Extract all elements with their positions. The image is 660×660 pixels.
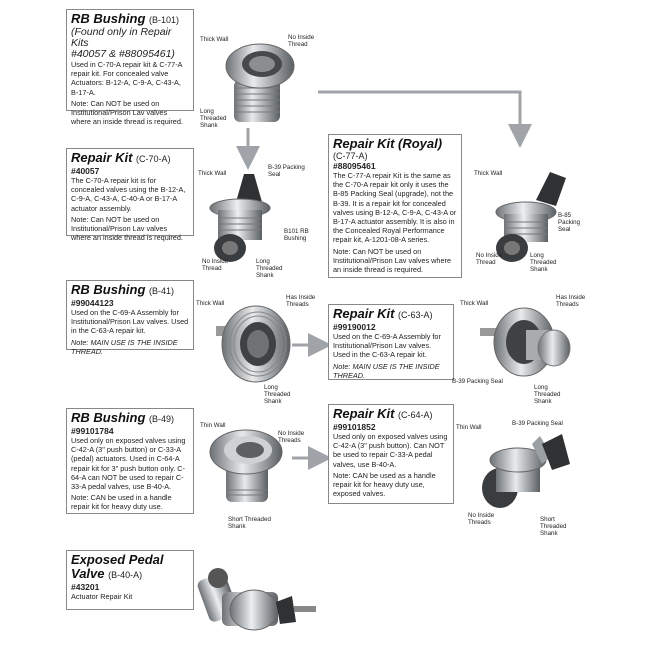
label-thick-wall: Thick Wall — [198, 170, 227, 177]
label-thin-wall: Thin Wall — [456, 424, 482, 431]
label-b39-packing-seal: B-39 Packing Seal — [268, 164, 305, 178]
part-number: #99101784 — [71, 426, 114, 436]
label-no-inside-thread: No Inside Thread — [288, 34, 315, 48]
b41-bushing-image — [212, 300, 294, 388]
arrow-b101-to-c77 — [318, 92, 520, 136]
label-b39-packing-seal: B-39 Packing Seal — [512, 420, 563, 427]
note: Note: CAN be used in a handle repair kit for heavy duty use. — [71, 493, 172, 512]
b40-pedal-valve-image — [196, 556, 324, 646]
section-c63 — [328, 304, 454, 380]
part-number: #40057 — [71, 166, 100, 176]
label-no-inside-thread: No Inside Thread — [202, 258, 229, 272]
label-thin-wall: Thin Wall — [200, 422, 226, 429]
note: Note: MAIN USE IS THE INSIDE THREAD. — [71, 337, 178, 356]
label-long-threaded-shank: Long Threaded Shank — [264, 384, 291, 405]
section-b49 — [66, 408, 194, 514]
note: Note: CAN be used as a handle repair kit for heavy duty use, exposed valves. — [333, 470, 436, 499]
label-b85-packing-seal: B-85 Packing Seal — [558, 212, 581, 233]
label-long-threaded-shank: Long Threaded Shank — [256, 258, 283, 279]
note: Note: Can NOT be used on Institutional/Prison Lav valves where an inside thread is required. — [333, 246, 452, 275]
section-title: Repair Kit (C-64-A) — [333, 406, 433, 421]
description: Actuator Repair Kit — [71, 592, 133, 601]
section-b101 — [66, 9, 194, 127]
section-c64 — [328, 404, 454, 504]
part-number: #88095461 — [333, 161, 376, 171]
part-number: #99101852 — [333, 422, 376, 432]
note: Note: Can NOT be used on Institutional/Prison Lav valves where an inside thread is required. — [71, 214, 183, 243]
label-thick-wall: Thick Wall — [196, 300, 225, 307]
section-title-2: Valve (B-40-A) — [71, 566, 143, 581]
kits-numbers: #40057 & #88095461) — [71, 48, 175, 60]
description: Used on the C-69-A Assembly for Institutional/Prison Lav valves. Used in the C-63-A repair kit. — [71, 308, 189, 336]
note: Note: Can NOT be used on Institutional/Prison Lav valves where an inside thread is required. — [71, 98, 183, 127]
kits-note: (Found only in Repair Kits — [71, 26, 172, 49]
description: Used in C-70-A repair kit & C-77-A repair kit. For concealed valve Actuators: B-12-A, C-9-A, C-43-A, B-17-A. — [71, 60, 183, 97]
label-short-threaded-shank: Short Threaded Shank — [540, 516, 567, 537]
b49-bushing-image — [206, 424, 286, 510]
part-number: #99190012 — [333, 322, 376, 332]
label-b39-packing-seal: B-39 Packing Seal — [452, 378, 503, 385]
label-no-inside-thread: No Inside Thread — [476, 252, 503, 266]
label-no-inside-threads: No Inside Threads — [278, 430, 305, 444]
part-number: #99044123 — [71, 298, 114, 308]
part-number: #43201 — [71, 582, 100, 592]
section-title: RB Bushing (B-101) — [71, 11, 180, 26]
section-title: Repair Kit (C-70-A) — [71, 150, 171, 165]
c64-repair-kit-image — [470, 424, 580, 520]
section-title: Repair Kit (C-63-A) — [333, 306, 433, 321]
section-title: Exposed Pedal — [71, 552, 164, 567]
description: The C-70-A repair kit is for concealed valves using the B-12-A, C-9-A, C-43-A, C-40-A or B-17-A actuator assembly. — [71, 176, 186, 213]
section-b40 — [66, 550, 194, 610]
label-long-threaded-shank: Long Threaded Shank — [530, 252, 557, 273]
label-b101-rb-bushing: B101 RB Bushing — [284, 228, 309, 242]
description: Used only on exposed valves using C-42-A (3" push button) or C-33-A (pedal) actuators. Used in C-64-A repair kit for 3" push button only. C-64-A can NOT be used to repair C-33-A pedal valves, use B-40-A. — [71, 436, 186, 492]
label-has-inside-threads: Has Inside Threads — [556, 294, 586, 308]
section-c77 — [328, 134, 462, 278]
description: Used on the C-69-A Assembly for Institutional/Prison Lav valves. Used in the C-63-A repair kit. — [333, 332, 441, 360]
note: Note: MAIN USE IS THE INSIDE THREAD. — [333, 361, 440, 380]
description: Used only on exposed valves using C-42-A (3" push button). Can NOT be used to repair C-33-A pedal valves, use B-40-A. — [333, 432, 448, 469]
section-title: RB Bushing (B-41) — [71, 282, 175, 297]
section-c70 — [66, 148, 194, 243]
label-thick-wall: Thick Wall — [200, 36, 229, 43]
label-has-inside-threads: Has Inside Threads — [286, 294, 316, 308]
section-title: Repair Kit (Royal) — [333, 136, 443, 151]
section-code: (C-77-A) — [333, 151, 368, 161]
c63-repair-kit-image — [476, 300, 576, 390]
label-thick-wall: Thick Wall — [474, 170, 503, 177]
label-no-inside-threads: No Inside Threads — [468, 512, 495, 526]
label-short-threaded-shank: Short Threaded Shank — [228, 516, 271, 530]
label-long-threaded-shank: Long Threaded Shank — [200, 108, 227, 129]
label-thick-wall: Thick Wall — [460, 300, 489, 307]
description: The C-77-A repair Kit is the same as the C-70-A repair kit only it uses the B-85 Packing Seal (upgrade), not the B-39. It is a repair kit for concealed valves using B-12-A, C-9-A, C-43-A or B-17-A actuator assembly. It is also in the Concealed Royal Performance repair kit, A-1201-08-A series. — [333, 171, 457, 245]
label-long-threaded-shank: Long Threaded Shank — [534, 384, 561, 405]
section-b41 — [66, 280, 194, 356]
section-title: RB Bushing (B-49) — [71, 410, 175, 425]
